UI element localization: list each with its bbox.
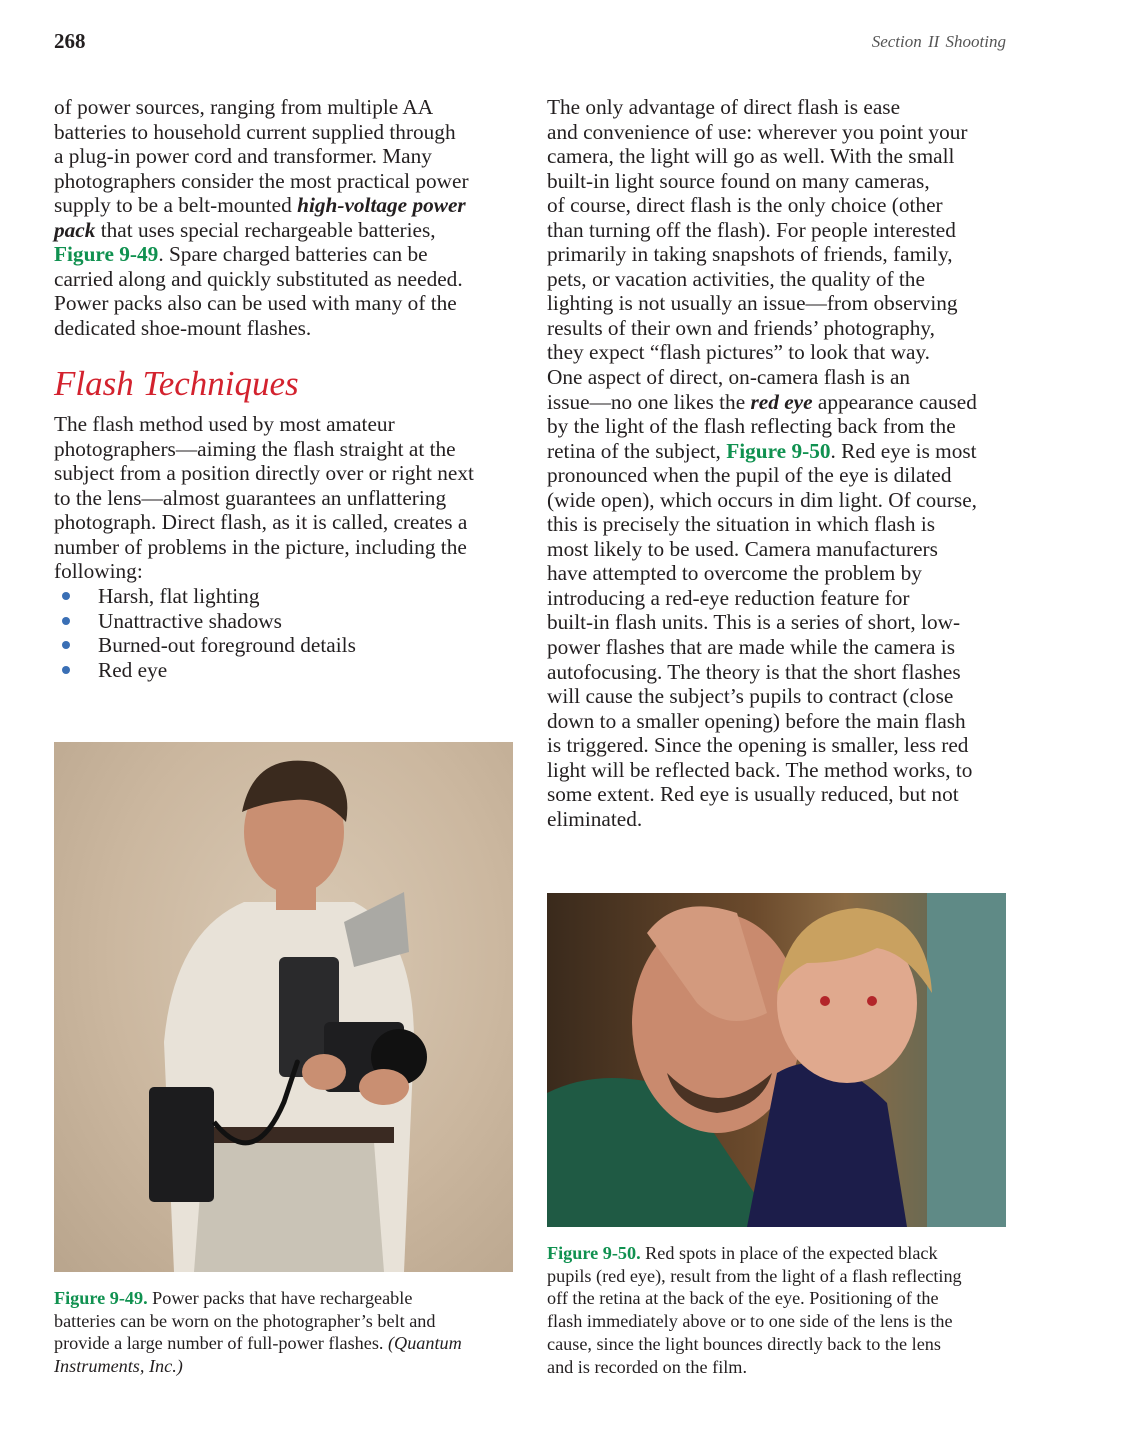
figure-reference-link[interactable]: Figure 9-50 [726, 438, 831, 463]
bullet-text: Burned-out foreground details [98, 633, 356, 658]
figure-9-50-caption [547, 1242, 1017, 1378]
caption-text: Red spots in place of the expected black pupils (red eye), result from the light of a flash reflecting off the retina at the back of the eye. Positioning of the flash immediately above or to one side of the lens is the cause, since the light bounces directly back to the lens and is recorded on the film. [547, 1243, 962, 1377]
section-heading: Flash Techniques [54, 364, 299, 403]
figure-9-49-photo [54, 742, 513, 1272]
bullet-item [54, 584, 356, 609]
bullet-icon [62, 641, 70, 649]
bullet-item [54, 609, 356, 634]
red-eye-portrait-image [547, 893, 1006, 1227]
left-paragraph-1 [54, 95, 524, 340]
figure-reference-link[interactable]: Figure 9-49 [54, 242, 159, 267]
body-text: The flash method used by most amateur photographers—aiming the flash straight at the subject from a position directly over or right next to the lens—almost guarantees an unflattering photograph. Direct flash, as it is called, creates a number of problems in the picture, including the following: [54, 412, 474, 584]
right-paragraphs [547, 95, 1017, 831]
left-paragraph-2 [54, 412, 524, 584]
bullet-icon [62, 617, 70, 625]
bullet-item [54, 658, 356, 683]
bullet-text: Harsh, flat lighting [98, 584, 260, 608]
bullet-item [54, 633, 356, 658]
key-term: high-voltage power pack [54, 193, 466, 242]
body-text: that uses special rechargeable batteries, [100, 217, 436, 242]
body-text: . Spare charged batteries can be carried along and quickly substituted as needed. Power packs also can be used with many of the dedicated shoe-mount flashes. [54, 242, 463, 340]
caption-credit: (Quantum Instruments, Inc.) [54, 1333, 462, 1377]
figure-9-49-caption [54, 1287, 524, 1378]
figure-9-50-photo [547, 893, 1006, 1227]
bullet-list [54, 584, 356, 682]
body-text: appearance caused by the light of the flash reflecting back from the retina of the subject, [547, 389, 977, 463]
caption-text: Power packs that have rechargeable batteries can be worn on the photographer’s belt and provide a large number of full-power flashes. [54, 1288, 436, 1354]
figure-label: Figure 9-49. [54, 1288, 148, 1308]
body-text: . Red eye is most pronounced when the pupil of the eye is dilated (wide open), which occurs in dim light. Of course, this is precisely the situation in which flash is most likely to be used. Camera manufacturers have attempted to overcome the problem by introducing a red-eye reduction feature for built-in flash units. This is a series of short, low- power flashes that are made while the camera is autofocusing. The theory is that the short flashes will cause the subject’s pupils to contract (close down to a smaller opening) before the main flash is triggered. Since the opening is smaller, less red light will be reflected back. The method works, to some extent. Red eye is usually reduced, but not eliminated. [547, 438, 977, 831]
body-text: The only advantage of direct flash is ease and convenience of use: wherever you point your camera, the light will go as well. With the small built-in light source found on many cameras, of course, direct flash is the only choice (other than turning off the flash). For people interested primarily in taking snapshots of friends, family, pets, or vacation activities, the quality of the lighting is not usually an issue—from observing results of their own and friends’ photography, they expect “flash pictures” to look that way. One aspect of direct, on-camera flash is an issue—no one likes the [547, 95, 968, 414]
bullet-icon [62, 592, 70, 600]
running-head: Section II Shooting [871, 32, 1006, 51]
bullet-text: Red eye [98, 657, 168, 682]
photographer-with-power-pack-image [54, 742, 513, 1272]
body-text: of power sources, ranging from multiple AA batteries to household current supplied through a plug-in power cord and transformer. Many photographers consider the most practical power supply to be a belt-mounted [54, 95, 469, 218]
bullet-text: Unattractive shadows [98, 608, 282, 633]
page-number: 268 [54, 29, 86, 53]
key-term: red eye [750, 389, 813, 414]
figure-label: Figure 9-50. [547, 1243, 641, 1263]
bullet-icon [62, 666, 70, 674]
